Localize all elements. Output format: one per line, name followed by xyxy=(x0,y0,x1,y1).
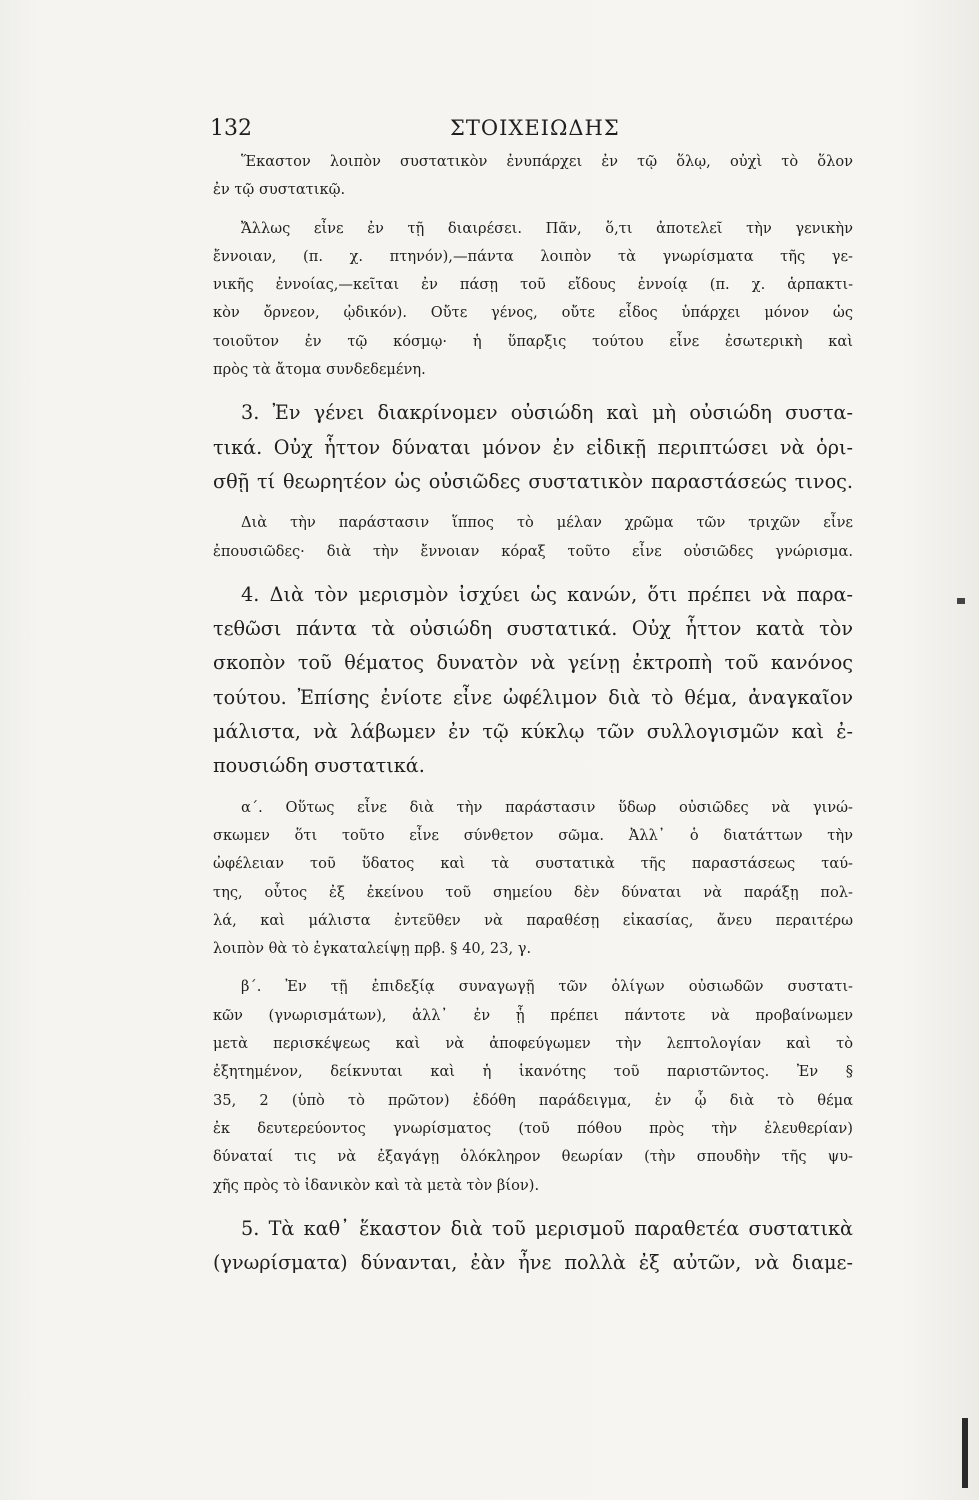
running-title: ΣΤΟΙΧΕΙΩΔΗΣ xyxy=(450,116,620,140)
text-line: ἐκ δευτερεύοντος γνωρίσματος (τοῦ πόθου πρὸς τὴν ἐλευθερίαν) xyxy=(213,1119,853,1137)
text-line: μάλιστα, νὰ λάβωμεν ἐν τῷ κύκλῳ τῶν συλλογισμῶν καὶ ἐ- xyxy=(213,720,853,744)
text-line: νικῆς ἐννοίας,—κεῖται ἐν πάσῃ τοῦ εἴδους ἐννοίᾳ (π. χ. ἁρπακτι- xyxy=(213,276,853,294)
text-line: σθῇ τί θεωρητέον ὡς οὐσιῶδες συστατικὸν παραστάσεώς τινος. xyxy=(213,469,853,493)
text-line: ἐξητημένον, δείκνυται καὶ ἡ ἱκανότης τοῦ παριστῶντος. Ἐν § xyxy=(213,1063,853,1081)
text-line: 5. Τὰ καθ᾽ ἕκαστον διὰ τοῦ μερισμοῦ παραθετέα συστατικὰ xyxy=(241,1216,853,1240)
text-line: 35, 2 (ὑπὸ τὸ πρῶτον) ἐδόθη παράδειγμα, ἐν ᾧ διὰ τὸ θέμα xyxy=(213,1091,853,1109)
text-line: 3. Ἐν γένει διακρίνομεν οὐσιώδη καὶ μὴ οὐσιώδη συστα- xyxy=(241,401,853,425)
scan-edge-mark xyxy=(962,1418,968,1488)
paragraph xyxy=(213,215,853,385)
text-line: (γνωρίσματα) δύνανται, ἐὰν ἦνε πολλὰ ἐξ αὐτῶν, νὰ διαμε- xyxy=(213,1251,853,1275)
text-line: τεθῶσι πάντα τὰ οὐσιώδη συστατικά. Οὐχ ἧττον κατὰ τὸν xyxy=(213,617,853,641)
text-line: ὠφέλειαν τοῦ ὕδατος καὶ τὰ συστατικὰ τῆς παραστάσεως ταύ- xyxy=(213,855,853,873)
text-line: πουσιώδη συστατικά. xyxy=(213,754,425,778)
paragraph xyxy=(213,1212,853,1281)
page-number: 132 xyxy=(210,116,252,141)
paragraph xyxy=(213,148,853,205)
scan-mark xyxy=(957,598,965,604)
text-line: κὸν ὄρνεον, ᾠδικόν). Οὔτε γένος, οὔτε εἶδος ὑπάρχει μόνον ὡς xyxy=(213,304,853,322)
text-line: χῆς πρὸς τὸ ἰδανικὸν καὶ τὰ μετὰ τὸν βίον). xyxy=(213,1176,540,1194)
text-line: τικά. Οὐχ ἧττον δύναται μόνον ἐν εἰδικῇ περιπτώσει νὰ ὁρι- xyxy=(213,435,853,459)
text-line: σκοπὸν τοῦ θέματος δυνατὸν νὰ γείνῃ ἐκτροπὴ τοῦ κανόνος xyxy=(213,651,853,675)
text-line: της, οὗτος ἐξ ἐκείνου τοῦ σημείου δὲν δύναται νὰ παράξῃ πολ- xyxy=(213,883,853,901)
text-line: β΄. Ἐν τῇ ἐπιδεξίᾳ συναγωγῇ τῶν ὀλίγων οὐσιωδῶν συστατι- xyxy=(241,978,853,996)
text-line: μετὰ περισκέψεως καὶ νὰ ἀποφεύγωμεν τὴν λεπτολογίαν καὶ τὸ xyxy=(213,1035,853,1053)
text-line: Ἕκαστον λοιπὸν συστατικὸν ἐνυπάρχει ἐν τῷ ὅλῳ, οὐχὶ τὸ ὅλον xyxy=(241,153,853,170)
paragraph xyxy=(213,396,853,499)
page-header xyxy=(210,116,850,146)
paragraph xyxy=(213,794,853,964)
page-body xyxy=(213,148,853,1280)
text-line: λά, καὶ μάλιστα ἐντεῦθεν νὰ παραθέσῃ εἰκασίας, ἄνευ περαιτέρω xyxy=(213,911,853,929)
text-line: τοιοῦτον ἐν τῷ κόσμῳ· ἡ ὕπαρξις τούτου εἶνε ἐσωτερικὴ καὶ xyxy=(213,332,853,350)
text-line: 4. Διὰ τὸν μερισμὸν ἰσχύει ὡς κανών, ὅτι πρέπει νὰ παρα- xyxy=(241,582,853,606)
text-line: σκωμεν ὅτι τοῦτο εἶνε σύνθετον σῶμα. Ἀλλ᾽ ὁ διατάττων τὴν xyxy=(213,826,853,844)
text-line: λοιπὸν θὰ τὸ ἐγκαταλείψῃ πρβ. § 40, 23, γ. xyxy=(213,940,532,958)
text-line: ἐν τῷ συστατικῷ. xyxy=(213,181,346,199)
text-line: κῶν (γνωρισμάτων), ἀλλ᾽ ἐν ᾗ πρέπει πάντοτε νὰ προβαίνωμεν xyxy=(213,1006,853,1024)
text-line: ἔννοιαν, (π. χ. πτηνόν),—πάντα λοιπὸν τὰ γνωρίσματα τῆς γε- xyxy=(213,247,853,265)
text-line: πρὸς τὰ ἄτομα συνδεδεμένη. xyxy=(213,361,426,379)
text-line: Διὰ τὴν παράστασιν ἵππος τὸ μέλαν χρῶμα τῶν τριχῶν εἶνε xyxy=(241,514,853,532)
text-line: ἐπουσιῶδες· διὰ τὴν ἔννοιαν κόραξ τοῦτο εἶνε οὐσιῶδες γνώρισμα. xyxy=(213,542,853,560)
text-line: δύναταί τις νὰ ἐξαγάγῃ ὁλόκληρον θεωρίαν (τὴν σπουδὴν τῆς ψυ- xyxy=(213,1148,853,1166)
paragraph xyxy=(213,578,853,784)
paragraph xyxy=(213,509,853,566)
text-line: α΄. Οὕτως εἶνε διὰ τὴν παράστασιν ὕδωρ οὐσιῶδες νὰ γινώ- xyxy=(241,798,853,816)
text-line: Ἄλλως εἶνε ἐν τῇ διαιρέσει. Πᾶν, ὅ,τι ἀποτελεῖ τὴν γενικὴν xyxy=(241,219,853,237)
text-line: τούτου. Ἐπίσης ἐνίοτε εἶνε ὠφέλιμον διὰ τὸ θέμα, ἀναγκαῖον xyxy=(213,685,853,709)
paragraph xyxy=(213,973,853,1199)
